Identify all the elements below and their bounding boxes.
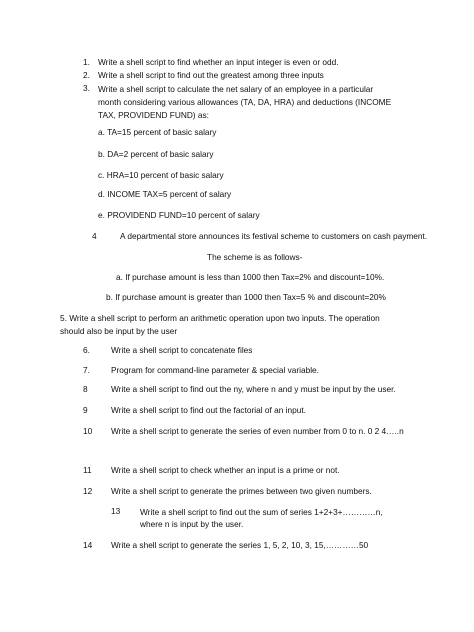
- item-11-text: Write a shell script to check whether an input is a prime or not.: [111, 465, 340, 475]
- item-12-number: 12: [83, 486, 93, 496]
- item-2-number: 2.: [83, 70, 90, 80]
- item-13-number: 13: [111, 506, 121, 516]
- scheme-a: a. If purchase amount is less than 1000 then Tax=2% and discount=10%.: [116, 272, 385, 282]
- item-9-number: 9: [83, 405, 88, 415]
- item-8-number: 8: [83, 384, 88, 394]
- item-1-text: Write a shell script to find whether an input integer is even or odd.: [98, 57, 339, 67]
- item-5-text: 5. Write a shell script to perform an arithmetic operation upon two inputs. The operation should also be input by the user: [60, 313, 380, 336]
- item-7-number: 7.: [83, 365, 90, 375]
- item-6-number: 6.: [83, 345, 90, 355]
- item-7-text: Program for command-line parameter & special variable.: [111, 365, 319, 375]
- item-1-number: 1.: [83, 57, 90, 67]
- subitem-e: e. PROVIDEND FUND=10 percent of salary: [98, 210, 260, 220]
- scheme-b: b. If purchase amount is greater than 1000 then Tax=5 % and discount=20%: [106, 292, 386, 302]
- subitem-d: d. INCOME TAX=5 percent of salary: [98, 189, 232, 199]
- item-12-text: Write a shell script to generate the primes between two given numbers.: [111, 486, 372, 496]
- item-2-text: Write a shell script to find out the greatest among three inputs: [98, 70, 324, 80]
- item-13-text: Write a shell script to find out the sum of series 1+2+3+…………n, where n is input by the user.: [140, 507, 383, 529]
- subitem-a: a. TA=15 percent of basic salary: [98, 127, 217, 137]
- item-4-number: 4: [92, 231, 97, 241]
- item-9-text: Write a shell script to find out the factorial of an input.: [111, 405, 306, 415]
- item-11-number: 11: [83, 465, 92, 475]
- scheme-heading: The scheme is as follows-: [207, 252, 303, 262]
- item-14-text: Write a shell script to generate the series 1, 5, 2, 10, 3, 15,…………50: [111, 540, 369, 550]
- item-10-text: Write a shell script to generate the series of even number from 0 to n. 0 2 4…..n: [111, 426, 404, 436]
- subitem-b: b. DA=2 percent of basic salary: [98, 149, 214, 159]
- subitem-c: c. HRA=10 percent of basic salary: [98, 170, 224, 180]
- item-3-number: 3.: [83, 83, 90, 93]
- item-8-text: Write a shell script to find out the ny, where n and y must be input by the user.: [111, 384, 396, 394]
- item-6-text: Write a shell script to concatenate files: [111, 345, 253, 355]
- item-10-number: 10: [83, 426, 93, 436]
- item-4-text: A departmental store announces its festival scheme to customers on cash payment.: [120, 231, 428, 241]
- item-14-number: 14: [83, 540, 93, 550]
- item-3-text: Write a shell script to calculate the net salary of an employee in a particular month considering various allowances (TA, DA, HRA) and deductions (INCOME TAX, PROVIDEND FUND) as:: [98, 84, 392, 120]
